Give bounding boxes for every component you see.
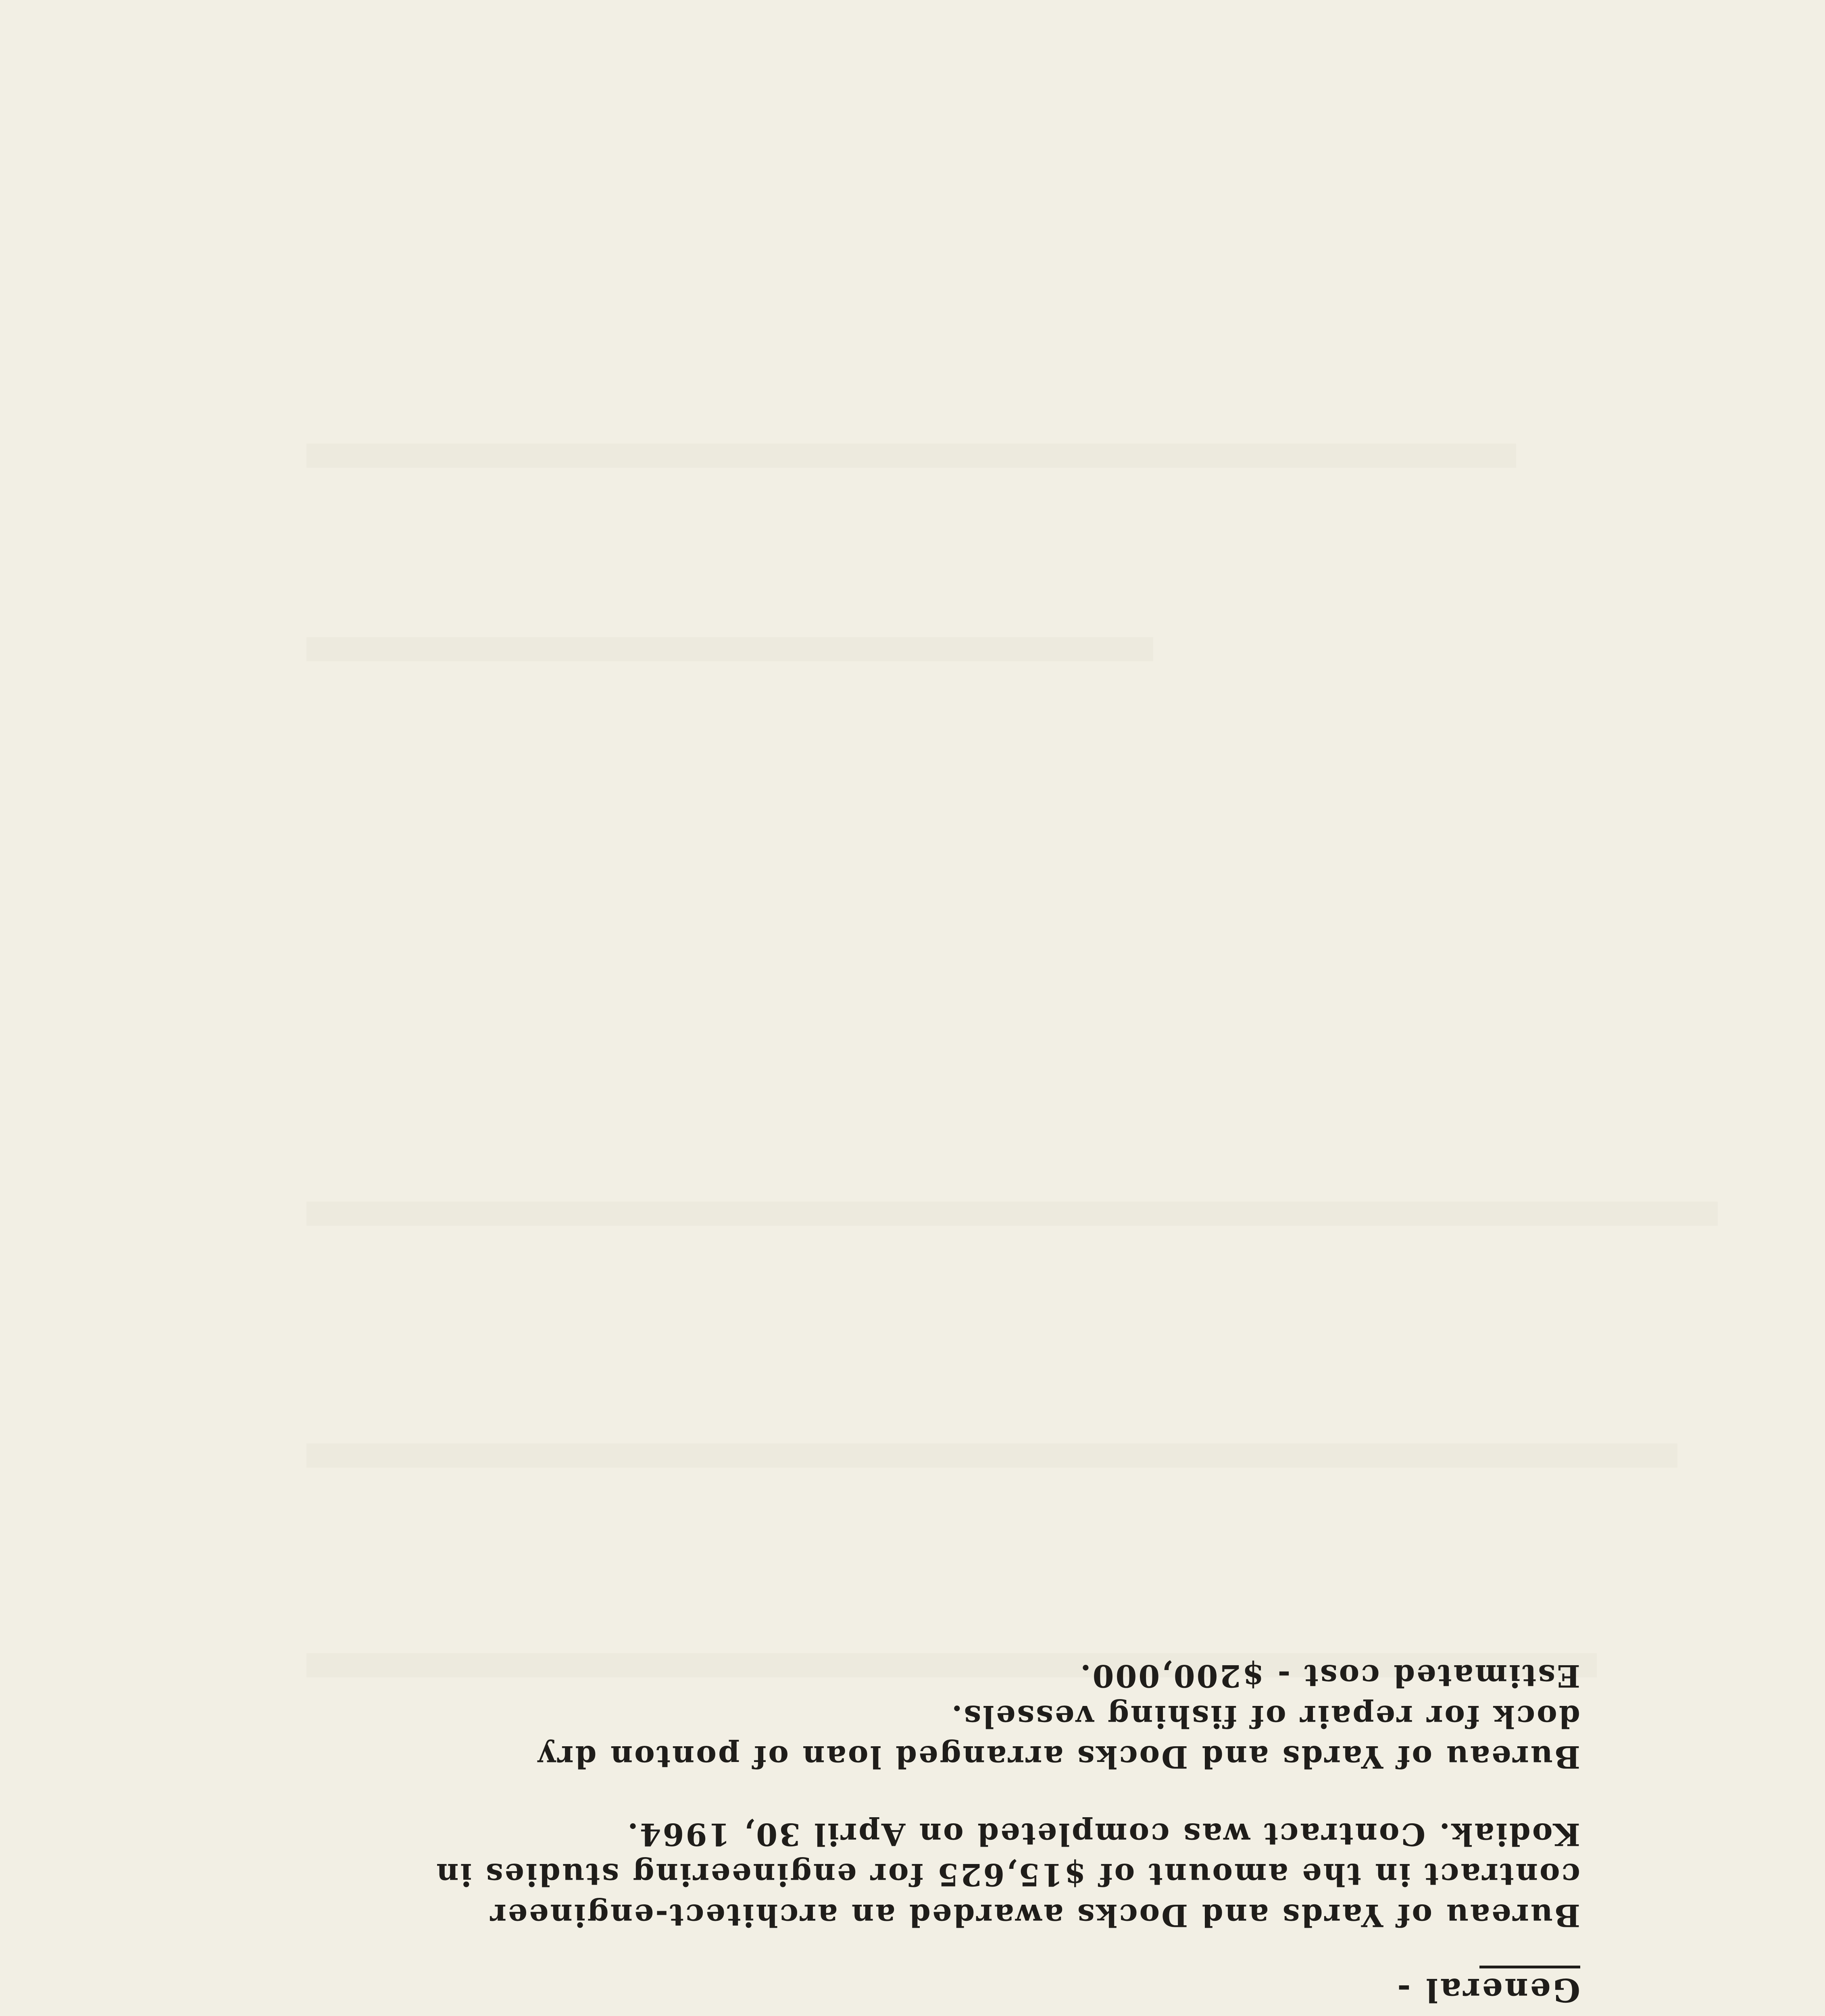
general-paragraph-line: dock for repair of fishing vessels. — [950, 1699, 1580, 1735]
heading-underline — [1479, 1966, 1580, 1968]
general-paragraph-line: Kodiak. Contract was completed on April 30, 1964. — [626, 1816, 1580, 1852]
general-paragraph-line: contract in the amount of $15,625 for engineering studies in — [435, 1857, 1580, 1893]
general-paragraph-line: Estimated cost - $200,000. — [1079, 1658, 1580, 1694]
general-paragraph-line: Bureau of Yards and Docks arranged loan of ponton dry — [536, 1739, 1580, 1775]
general-paragraph-line: Bureau of Yards and Docks awarded an architect-engineer — [488, 1897, 1580, 1933]
section-heading-general: General - — [1395, 1971, 1580, 2009]
